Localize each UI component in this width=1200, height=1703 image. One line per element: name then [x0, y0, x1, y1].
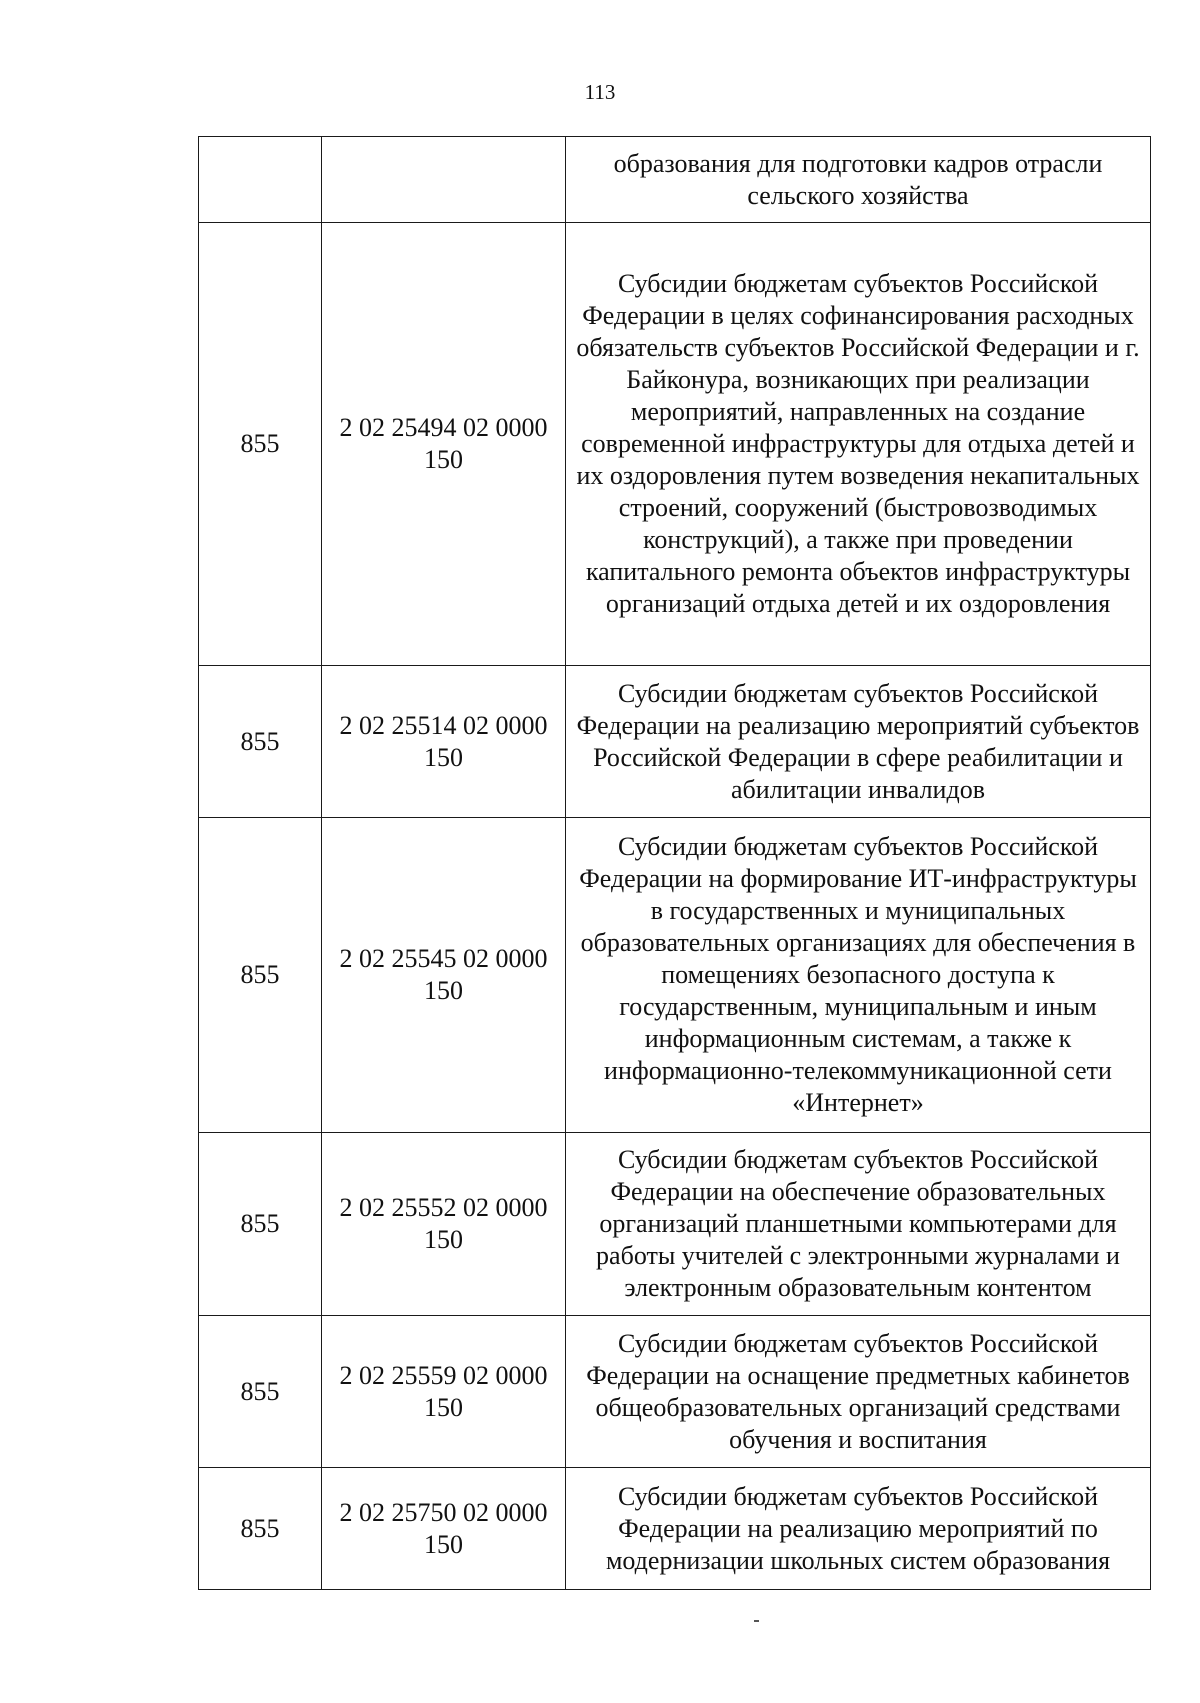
- income-name-cell: Субсидии бюджетам субъектов Российской Федерации на оснащение предметных кабинетов общеобразовательных организаций средствами обучения и воспитания: [566, 1316, 1151, 1468]
- scan-speck: [754, 1620, 759, 1622]
- income-name-cell: Субсидии бюджетам субъектов Российской Федерации на реализацию мероприятий по модернизации школьных систем образования: [566, 1468, 1151, 1590]
- admin-code-cell: 855: [199, 666, 322, 818]
- admin-code-cell: 855: [199, 1133, 322, 1316]
- budget-classification-table: [198, 136, 1151, 1590]
- table-row: [199, 1133, 1151, 1316]
- budget-code-cell: 2 02 25514 02 0000 150: [322, 666, 566, 818]
- admin-code-cell: [199, 137, 322, 223]
- table-row: [199, 137, 1151, 223]
- table-row: [199, 1468, 1151, 1590]
- table-row: [199, 1316, 1151, 1468]
- budget-code-cell: [322, 137, 566, 223]
- income-name-cell: Субсидии бюджетам субъектов Российской Федерации на формирование ИТ-инфраструктуры в государственных и муниципальных образовательных организациях для обеспечения в помещениях безопасного доступа к государственным, муниципальным и иным информационным системам, а также к информационно-телекоммуникационной сети «Интернет»: [566, 818, 1151, 1133]
- table-row: [199, 666, 1151, 818]
- table-row: [199, 818, 1151, 1133]
- admin-code-cell: 855: [199, 1468, 322, 1590]
- admin-code-cell: 855: [199, 818, 322, 1133]
- admin-code-cell: 855: [199, 223, 322, 666]
- page-number: 113: [584, 80, 616, 104]
- budget-code-cell: 2 02 25750 02 0000 150: [322, 1468, 566, 1590]
- budget-code-cell: 2 02 25559 02 0000 150: [322, 1316, 566, 1468]
- income-name-cell: образования для подготовки кадров отрасли сельского хозяйства: [566, 137, 1151, 223]
- admin-code-cell: 855: [199, 1316, 322, 1468]
- table-row: [199, 223, 1151, 666]
- income-name-cell: Субсидии бюджетам субъектов Российской Федерации на реализацию мероприятий субъектов Российской Федерации в сфере реабилитации и абилитации инвалидов: [566, 666, 1151, 818]
- income-name-cell: Субсидии бюджетам субъектов Российской Федерации на обеспечение образовательных организаций планшетными компьютерами для работы учителей с электронными журналами и электронным образовательным контентом: [566, 1133, 1151, 1316]
- budget-code-cell: 2 02 25545 02 0000 150: [322, 818, 566, 1133]
- budget-code-cell: 2 02 25494 02 0000 150: [322, 223, 566, 666]
- income-name-cell: Субсидии бюджетам субъектов Российской Федерации в целях софинансирования расходных обязательств субъектов Российской Федерации и г. Байконура, возникающих при реализации мероприятий, направленных на создание современной инфраструктуры для отдыха детей и их оздоровления путем возведения некапитальных строений, сооружений (быстровозводимых конструкций), а также при проведении капитального ремонта объектов инфраструктуры организаций отдыха детей и их оздоровления: [566, 223, 1151, 666]
- budget-code-cell: 2 02 25552 02 0000 150: [322, 1133, 566, 1316]
